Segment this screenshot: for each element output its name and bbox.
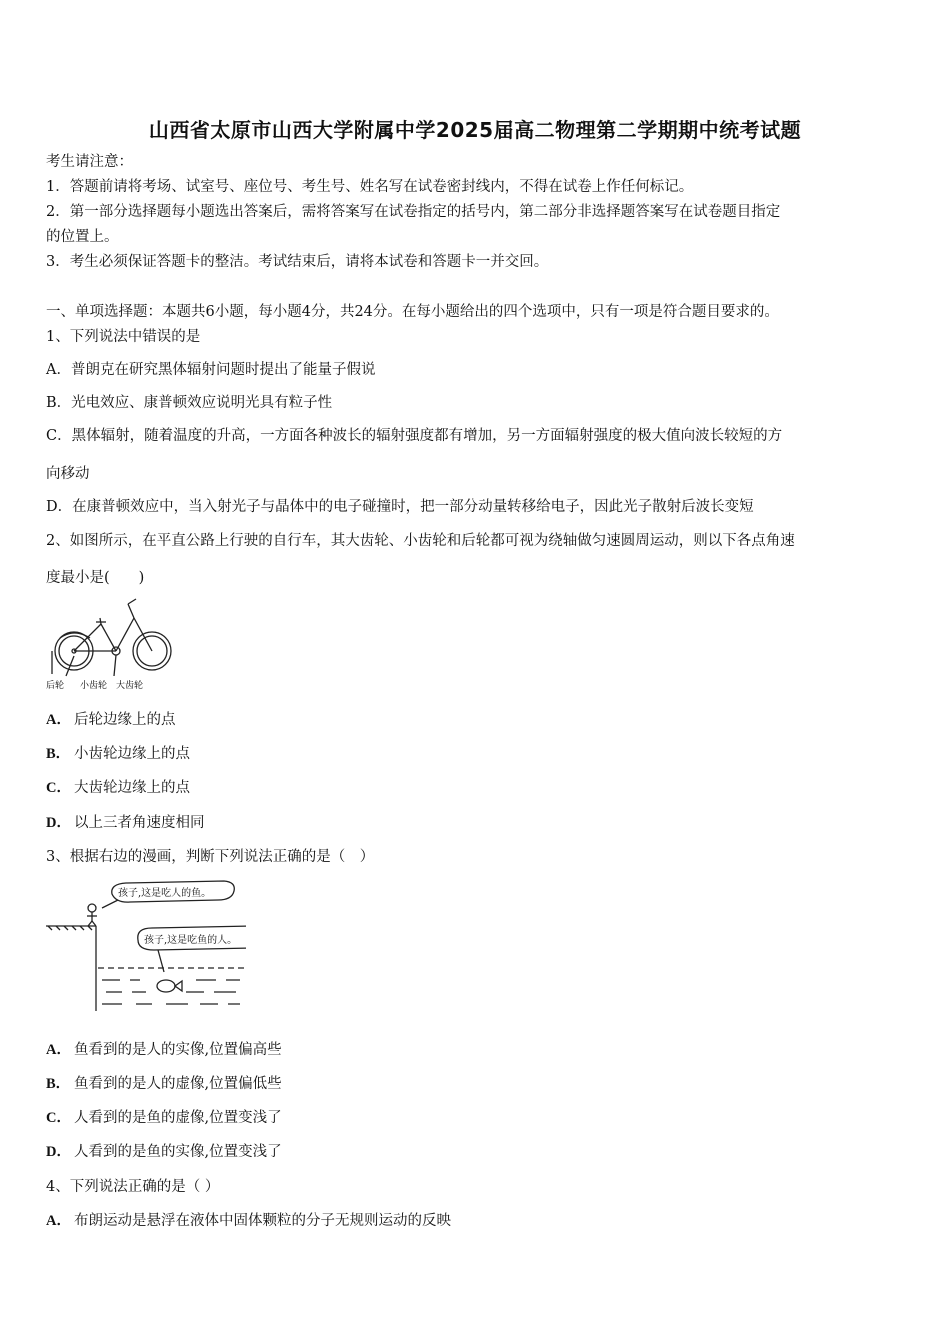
q1-option-d: D．在康普顿效应中，当入射光子与晶体中的电子碰撞时，把一部分动量转移给电子，因此光子散射后波长变短 bbox=[46, 499, 754, 515]
option-text: 小齿轮边缘上的点 bbox=[74, 746, 190, 762]
fig-label-big-gear: 大齿轮 bbox=[116, 681, 144, 691]
notice-item: 3．考生必须保证答题卡的整洁。考试结束后，请将本试卷和答题卡一并交回。 bbox=[46, 254, 549, 270]
q3-stem: 3、根据右边的漫画，判断下列说法正确的是（ ） bbox=[46, 849, 375, 865]
fig-label-rear-wheel: 后轮 bbox=[46, 681, 65, 691]
option-label: D． bbox=[46, 815, 71, 831]
q4-option-a bbox=[46, 1211, 451, 1231]
q1-stem: 1、下列说法中错误的是 bbox=[46, 329, 201, 345]
option-text: 人看到的是鱼的实像,位置变浅了 bbox=[74, 1144, 282, 1160]
q2-stem: 2、如图所示，在平直公路上行驶的自行车，其大齿轮、小齿轮和后轮都可视为绕轴做匀速圆周运动，则以下各点角速 bbox=[46, 533, 795, 549]
notice-item: 1．答题前请将考场、试室号、座位号、考生号、姓名写在试卷密封线内，不得在试卷上作任何标记。 bbox=[46, 179, 694, 195]
q3-option-a bbox=[46, 1040, 282, 1060]
fig-label-small-gear: 小齿轮 bbox=[80, 681, 108, 691]
option-label: A． bbox=[46, 712, 71, 728]
q3-option-b bbox=[46, 1074, 282, 1094]
option-text: 布朗运动是悬浮在液体中固体颗粒的分子无规则运动的反映 bbox=[74, 1213, 451, 1229]
option-text: 大齿轮边缘上的点 bbox=[74, 780, 190, 796]
q2-option-c bbox=[46, 778, 190, 798]
cartoon-bubble-text: 孩子,这是吃人的鱼。 bbox=[118, 888, 212, 899]
option-text: 鱼看到的是人的虚像,位置偏低些 bbox=[74, 1076, 282, 1092]
q1-option-c-cont: 向移动 bbox=[46, 466, 90, 482]
option-text: 以上三者角速度相同 bbox=[74, 815, 205, 831]
page-title: 山西省太原市山西大学附属中学2025届高二物理第二学期期中统考试题 bbox=[148, 118, 802, 142]
option-text: 人看到的是鱼的虚像,位置变浅了 bbox=[74, 1110, 282, 1126]
option-label: A． bbox=[46, 1213, 71, 1229]
option-label: B． bbox=[46, 746, 71, 762]
option-label: D． bbox=[46, 1144, 71, 1160]
notice-item: 2．第一部分选择题每小题选出答案后，需将答案写在试卷指定的括号内，第二部分非选择题答案写在试卷题目指定 bbox=[46, 204, 781, 220]
q3-option-c bbox=[46, 1108, 282, 1128]
option-label: C． bbox=[46, 1110, 71, 1126]
option-text: 鱼看到的是人的实像,位置偏高些 bbox=[74, 1042, 282, 1058]
q2-option-a bbox=[46, 710, 176, 730]
option-text: 后轮边缘上的点 bbox=[74, 712, 176, 728]
notice-item: 的位置上。 bbox=[46, 229, 119, 245]
q1-option-c: C．黑体辐射，随着温度的升高，一方面各种波长的辐射强度都有增加，另一方面辐射强度的极大值向波长较短的方 bbox=[46, 428, 783, 444]
option-label: A． bbox=[46, 1042, 71, 1058]
q1-option-a: A．普朗克在研究黑体辐射问题时提出了能量子假说 bbox=[46, 362, 376, 378]
q2-option-d bbox=[46, 813, 205, 833]
bicycle-figure bbox=[46, 596, 176, 692]
q4-stem: 4、下列说法正确的是（ ） bbox=[46, 1179, 220, 1195]
option-label: B． bbox=[46, 1076, 71, 1092]
q3-option-d bbox=[46, 1142, 282, 1162]
cartoon-bubble-text: 孩子,这是吃鱼的人。 bbox=[144, 935, 238, 946]
option-label: C． bbox=[46, 780, 71, 796]
section-heading: 一、单项选择题：本题共6小题，每小题4分，共24分。在每小题给出的四个选项中，只有一项是符合题目要求的。 bbox=[46, 304, 779, 320]
fish-cartoon-figure bbox=[46, 876, 246, 1018]
q2-stem-cont: 度最小是( ) bbox=[46, 570, 145, 586]
q1-option-b: B．光电效应、康普顿效应说明光具有粒子性 bbox=[46, 395, 333, 411]
q2-option-b bbox=[46, 744, 190, 764]
notice-heading: 考生请注意： bbox=[46, 154, 133, 170]
